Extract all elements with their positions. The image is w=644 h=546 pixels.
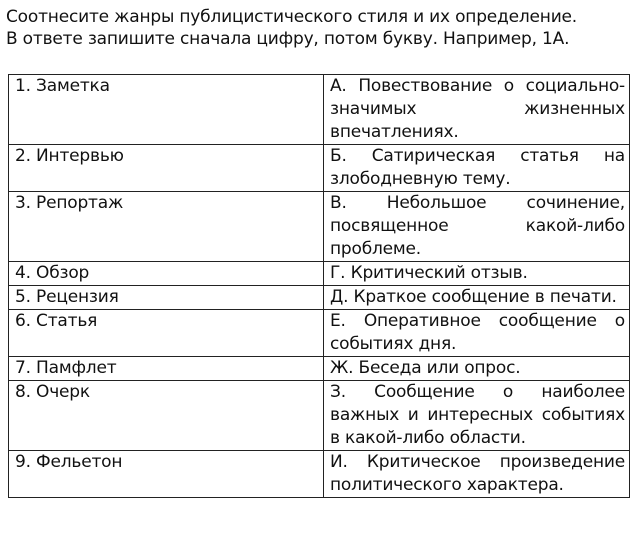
table-row [9,75,630,145]
genre-cell: 9. Фельетон [9,451,324,498]
table-row [9,310,630,357]
instruction-line-1: Соотнесите жанры публицистического стиля и их определение. [6,7,578,27]
definition-cell: Б. Сатирическая статья на злободневную тему. [324,145,630,192]
matching-table [8,74,630,498]
genre-cell: 4. Обзор [9,262,324,286]
definition-cell: Е. Оперативное сообщение о событиях дня. [324,310,630,357]
genre-cell: 8. Очерк [9,381,324,451]
table-row [9,192,630,262]
definition-cell: В. Небольшое сочинение, посвященное какой-либо проблеме. [324,192,630,262]
table-row [9,286,630,310]
definition-cell: Ж. Беседа или опрос. [324,357,630,381]
table-row [9,451,630,498]
instruction-line-2: В ответе запишите сначала цифру, потом букву. Например, 1А. [6,29,570,49]
genre-cell: 1. Заметка [9,75,324,145]
genre-cell: 3. Репортаж [9,192,324,262]
definition-cell: И. Критическое произведение политического характера. [324,451,630,498]
task-instructions [6,6,636,50]
definition-cell: Г. Критический отзыв. [324,262,630,286]
genre-cell: 7. Памфлет [9,357,324,381]
table-row [9,357,630,381]
table-row [9,262,630,286]
genre-cell: 6. Статья [9,310,324,357]
genre-cell: 2. Интервью [9,145,324,192]
definition-cell: З. Сообщение о наиболее важных и интересных событиях в какой-либо области. [324,381,630,451]
definition-cell: А. Повествование о социально-значимых жизненных впечатлениях. [324,75,630,145]
table-row [9,381,630,451]
genre-cell: 5. Рецензия [9,286,324,310]
table-row [9,145,630,192]
definition-cell: Д. Краткое сообщение в печати. [324,286,630,310]
